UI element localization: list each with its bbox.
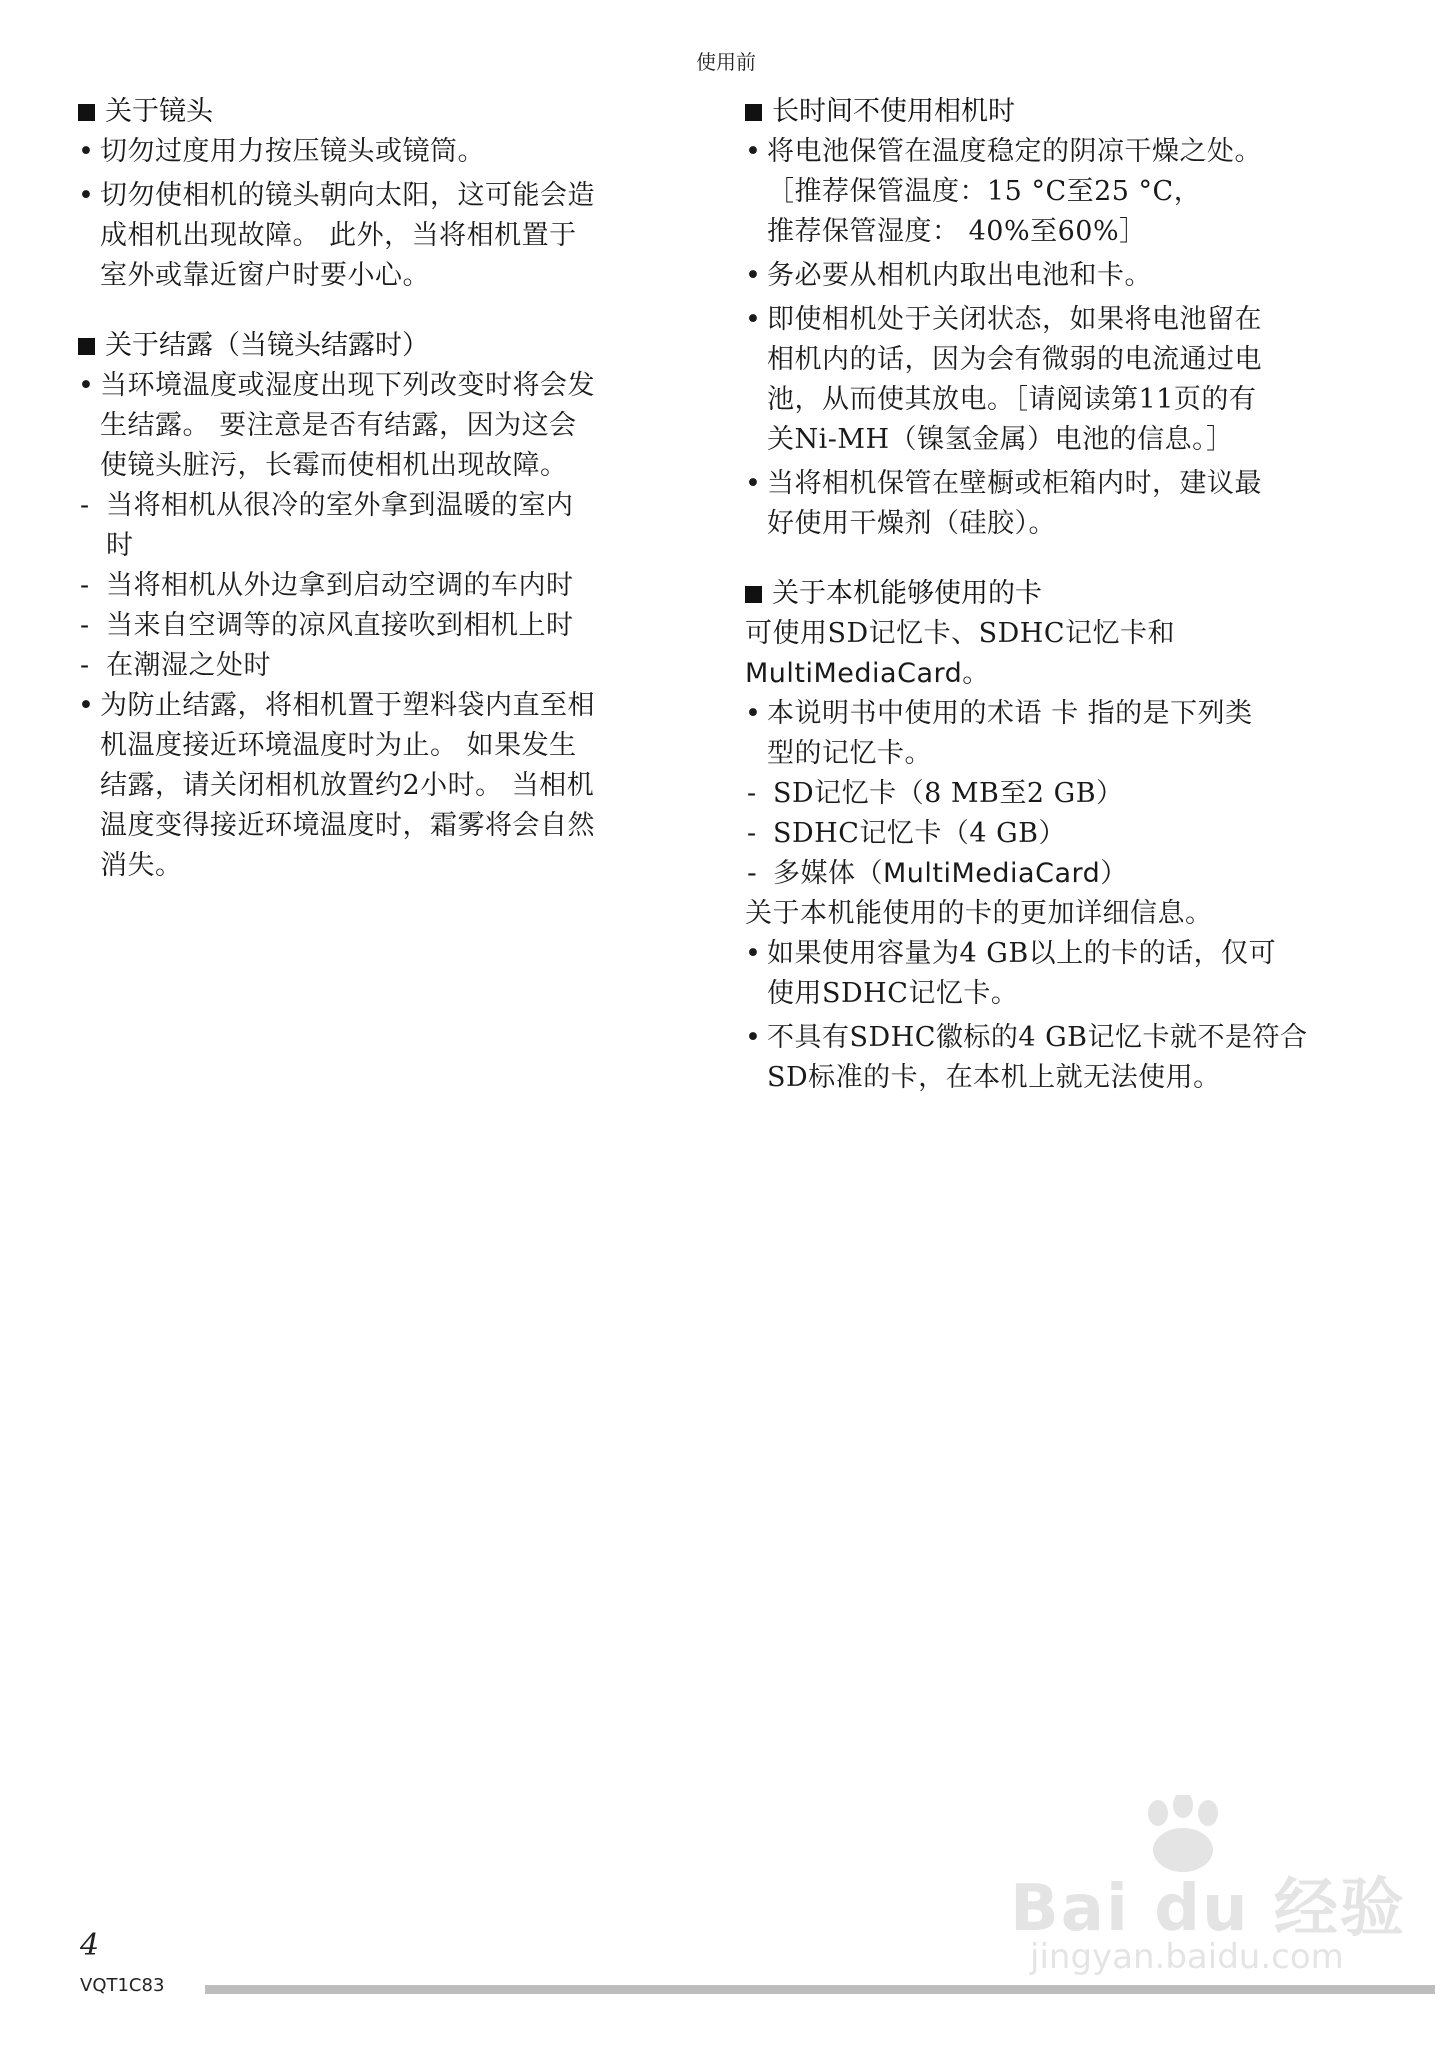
left-column <box>78 92 678 912</box>
footer-bar <box>205 1985 1435 1994</box>
dash-icon: - <box>80 610 90 641</box>
text-line: SDHC记忆卡（4 GB） <box>773 818 1067 849</box>
section-lens <box>78 92 678 296</box>
list-item <box>745 464 1345 544</box>
text-line: ［推荐保管温度：15 °C至25 °C， <box>767 176 1202 207</box>
bullet-icon: • <box>745 304 762 335</box>
list-item <box>78 686 678 886</box>
text-line: 当将相机从很冷的室外拿到温暖的室内 <box>106 490 574 521</box>
dash-icon: - <box>80 570 90 601</box>
section-cards <box>745 574 1345 1098</box>
dash-item <box>745 814 1345 854</box>
list-item <box>745 1018 1345 1098</box>
list-item <box>78 176 678 296</box>
text-line: 当将相机从外边拿到启动空调的车内时 <box>106 570 574 601</box>
list-item <box>745 132 1345 252</box>
square-bullet-icon <box>78 104 95 121</box>
watermark-url: jingyan.baidu.com <box>1030 1937 1344 1977</box>
text-line: 关Ni-MH（镍氢金属）电池的信息。］ <box>767 424 1234 455</box>
page-header: 使用前 <box>696 50 756 74</box>
text-line: 在潮湿之处时 <box>106 650 271 681</box>
dash-item <box>78 486 678 566</box>
bullet-icon: • <box>745 1022 762 1053</box>
dash-icon: - <box>747 818 757 849</box>
text-line: 当环境温度或湿度出现下列改变时将会发 <box>100 370 595 401</box>
square-bullet-icon <box>745 104 762 121</box>
text-line: 结露，请关闭相机放置约2小时。 当相机 <box>100 770 595 801</box>
right-column <box>745 92 1345 1124</box>
dash-icon: - <box>80 650 90 681</box>
list-item <box>745 256 1345 296</box>
list-item <box>745 694 1345 774</box>
text-line: 成相机出现故障。 此外，当将相机置于 <box>100 220 577 251</box>
text-line: 本说明书中使用的术语 卡 指的是下列类 <box>767 698 1253 729</box>
bullet-icon: • <box>78 180 95 211</box>
bullet-icon: • <box>745 938 762 969</box>
text-line: SD记忆卡（8 MB至2 GB） <box>773 778 1124 809</box>
text-line: 切勿使相机的镜头朝向太阳，这可能会造 <box>100 180 595 211</box>
model-code: VQT1C83 <box>80 1975 165 1996</box>
bullet-icon: • <box>78 136 95 167</box>
dash-item <box>78 646 678 686</box>
text-line: 当来自空调等的凉风直接吹到相机上时 <box>106 610 574 641</box>
text-line: 温度变得接近环境温度时，霜雾将会自然 <box>100 810 595 841</box>
bullet-icon: • <box>745 698 762 729</box>
section-condensation <box>78 326 678 886</box>
text-line: 池，从而使其放电。［请阅读第11页的有 <box>767 384 1257 415</box>
cards-more-info: 关于本机能使用的卡的更加详细信息。 <box>745 898 1213 929</box>
text-line: 时 <box>106 530 134 561</box>
text-line: 好使用干燥剂（硅胶）。 <box>767 508 1056 539</box>
cards-intro: 可使用SD记忆卡、SDHC记忆卡和 <box>745 618 1175 649</box>
text-line: 生结露。 要注意是否有结露，因为这会 <box>100 410 577 441</box>
page-number: 4 <box>80 1928 100 1963</box>
text-line: 室外或靠近窗户时要小心。 <box>100 260 430 291</box>
cards-intro-brand: MultiMediaCard。 <box>745 658 990 689</box>
text-line: 将电池保管在温度稳定的阴凉干燥之处。 <box>767 136 1262 167</box>
dash-item <box>745 774 1345 814</box>
bullet-icon: • <box>745 468 762 499</box>
text-line: 使镜头脏污，长霉而使相机出现故障。 <box>100 450 568 481</box>
text-line: 使用SDHC记忆卡。 <box>767 978 1019 1009</box>
square-bullet-icon <box>78 338 95 355</box>
text-line: 型的记忆卡。 <box>767 738 932 769</box>
section-title: 关于镜头 <box>78 92 678 132</box>
text-line: 为防止结露，将相机置于塑料袋内直至相 <box>100 690 595 721</box>
list-item <box>745 300 1345 460</box>
text-line: 如果使用容量为4 GB以上的卡的话，仅可 <box>767 938 1277 969</box>
bullet-icon: • <box>745 136 762 167</box>
dash-icon: - <box>747 778 757 809</box>
text-line: 推荐保管湿度： 40%至60%］ <box>767 216 1147 247</box>
list-item <box>745 934 1345 1014</box>
watermark <box>1010 1795 1440 1985</box>
text-line: 切勿过度用力按压镜头或镜筒。 <box>100 136 485 167</box>
dash-item <box>78 566 678 606</box>
list-item <box>78 366 678 486</box>
section-long-storage <box>745 92 1345 544</box>
text-line: 务必要从相机内取出电池和卡。 <box>767 260 1152 291</box>
section-title: 关于结露（当镜头结露时） <box>78 326 678 366</box>
section-title: 长时间不使用相机时 <box>745 92 1345 132</box>
dash-item <box>78 606 678 646</box>
text-line: SD标准的卡，在本机上就无法使用。 <box>767 1062 1221 1093</box>
text-line: 消失。 <box>100 850 183 881</box>
dash-item <box>745 854 1345 894</box>
dash-icon: - <box>80 490 90 521</box>
text-line: 多媒体（MultiMediaCard） <box>773 858 1128 889</box>
text-line: 即使相机处于关闭状态，如果将电池留在 <box>767 304 1262 335</box>
bullet-icon: • <box>78 690 95 721</box>
text-line: 不具有SDHC徽标的4 GB记忆卡就不是符合 <box>767 1022 1308 1053</box>
watermark-brand: Bai du 经验 <box>1010 1872 1406 1946</box>
list-item <box>78 132 678 172</box>
bullet-icon: • <box>78 370 95 401</box>
text-line: 相机内的话，因为会有微弱的电流通过电 <box>767 344 1262 375</box>
text-line: 机温度接近环境温度时为止。 如果发生 <box>100 730 577 761</box>
text-line: 当将相机保管在壁橱或柜箱内时，建议最 <box>767 468 1262 499</box>
section-title: 关于本机能够使用的卡 <box>745 574 1345 614</box>
square-bullet-icon <box>745 586 762 603</box>
bullet-icon: • <box>745 260 762 291</box>
dash-icon: - <box>747 858 758 889</box>
